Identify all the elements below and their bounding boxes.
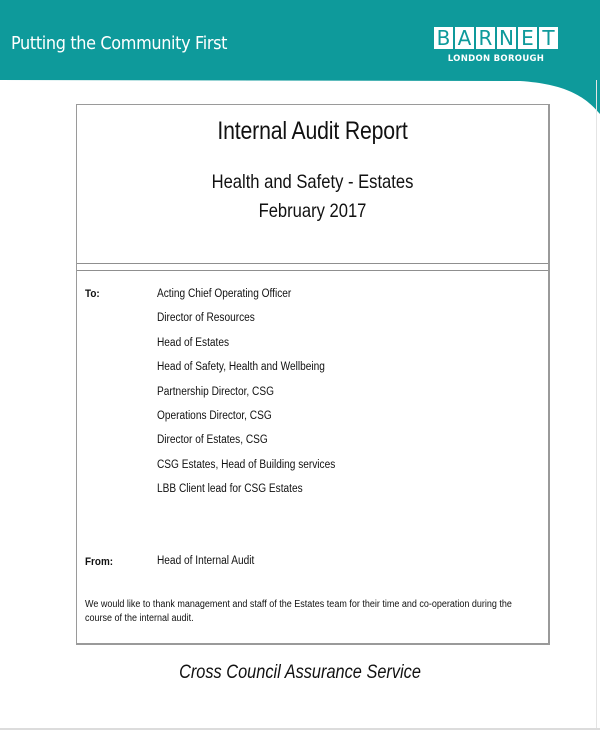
recipient-item: Head of Safety, Health and Wellbeing — [157, 361, 325, 374]
recipient-item: Partnership Director, CSG — [157, 385, 274, 398]
logo-subtitle: LONDON BOROUGH — [447, 54, 545, 64]
from-value: Head of Internal Audit — [157, 555, 255, 567]
recipient-item: CSG Estates, Head of Building services — [157, 458, 336, 471]
logo-letter: N — [497, 27, 516, 49]
report-date: February 2017 — [258, 200, 367, 222]
logo-letter: A — [455, 27, 474, 49]
recipient-item: Head of Estates — [157, 336, 230, 349]
recipient-item: LBB Client lead for CSG Estates — [157, 483, 303, 496]
logo-tiles — [434, 27, 558, 49]
logo-letter: T — [539, 27, 558, 49]
report-cover-box — [76, 104, 550, 645]
footer-service-name: Cross Council Assurance Service — [179, 662, 421, 683]
report-subject: Health and Safety - Estates — [211, 171, 414, 193]
divider — [77, 263, 548, 264]
to-label: To: — [85, 288, 100, 300]
acknowledgement-text: We would like to thank management and staff of the Estates team for their time and co-operation during the course of the internal audit. — [85, 599, 512, 624]
recipient-item: Director of Estates, CSG — [157, 434, 268, 447]
from-label: From: — [85, 556, 114, 568]
header-band — [0, 0, 600, 120]
recipient-list — [157, 287, 360, 507]
page-edge-right — [596, 80, 597, 730]
barnet-logo — [434, 27, 558, 64]
divider — [77, 270, 548, 271]
logo-letter: E — [518, 27, 537, 49]
logo-letter: R — [476, 27, 495, 49]
recipient-item: Acting Chief Operating Officer — [157, 288, 292, 300]
recipient-item: Operations Director, CSG — [157, 409, 272, 422]
recipient-item: Director of Resources — [157, 312, 255, 325]
slogan: Putting the Community First — [11, 34, 228, 54]
report-title: Internal Audit Report — [217, 117, 408, 145]
logo-letter: B — [434, 27, 453, 49]
